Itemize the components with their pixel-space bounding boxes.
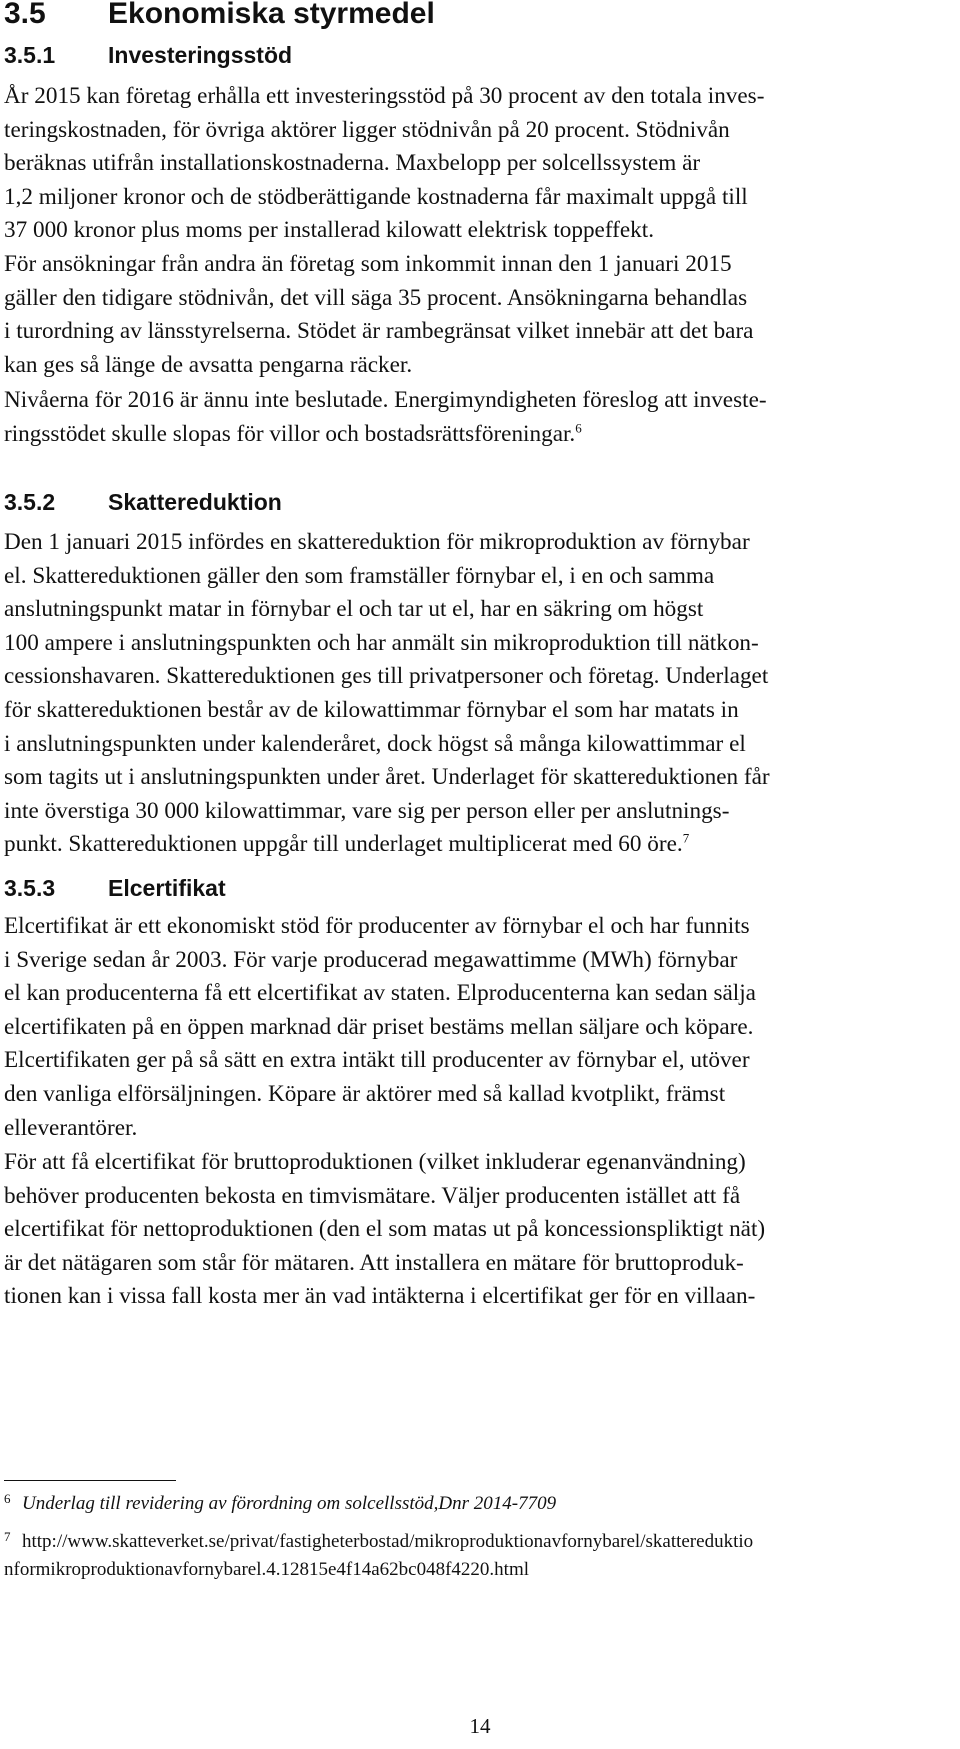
- footnote-link-continuation[interactable]: nformikroproduktionavfornybarel.4.12815e4f14a62bc048f4220.html: [4, 1559, 530, 1580]
- text-line: För att få elcertifikat för bruttoproduktionen (vilket inkluderar egenanvändning): [4, 1149, 746, 1175]
- text-line: i Sverige sedan år 2003. För varje producerad megawattimme (MWh) förnybar: [4, 946, 738, 973]
- text-line: punkt. Skattereduktionen uppgår till underlaget multiplicerat med 60 öre.: [4, 831, 683, 858]
- subsection-title: Elcertifikat: [108, 875, 226, 901]
- section-heading: [4, 0, 435, 32]
- text-line: elcertifikaten på en öppen marknad där priset bestäms mellan säljare och köpare.: [4, 1013, 754, 1040]
- text-line: 37 000 kronor plus moms per installerad kilowatt elektrisk toppeffekt.: [4, 217, 654, 244]
- paragraph-skattereduktion: [4, 526, 950, 862]
- subsection-number: 3.5.3: [4, 875, 56, 901]
- text-line: Elcertifikat är ett ekonomiskt stöd för producenter av förnybar el och har funnits: [4, 913, 750, 939]
- footnote-6: [4, 1490, 556, 1518]
- text-line: Nivåerna för 2016 är ännu inte beslutade. Energimyndigheten föreslog att investe-: [4, 387, 767, 413]
- section-number: 3.5: [4, 0, 46, 30]
- footnote-mark: 6: [4, 1491, 11, 1506]
- text-line: el. Skattereduktionen gäller den som framställer förnybar el, i en och samma: [4, 562, 715, 589]
- text-line: För ansökningar från andra än företag som inkommit innan den 1 januari 2015: [4, 251, 732, 277]
- text-line: behöver producenten bekosta en timvismätare. Väljer producenten istället att få: [4, 1182, 741, 1209]
- text-line: cessionshavaren. Skattereduktionen ges till privatpersoner och företag. Underlaget: [4, 663, 769, 690]
- footnote-ref-6[interactable]: 6: [575, 419, 582, 435]
- paragraph-investeringsstod-1: [4, 80, 950, 248]
- text-line: elcertifikat för nettoproduktionen (den el som matas ut på koncessionspliktigt nät): [4, 1216, 766, 1243]
- footnote-ref-7[interactable]: 7: [682, 830, 690, 846]
- text-line: den vanliga elförsäljningen. Köpare är aktörer med så kallad kvotplikt, främst: [4, 1080, 726, 1107]
- subsection-heading-skattereduktion: [4, 487, 282, 517]
- text-line: kan ges så länge de avsatta pengarna räcker.: [4, 351, 413, 378]
- footnote-mark: 7: [4, 1529, 11, 1544]
- text-line: Elcertifikaten ger på så sätt en extra intäkt till producenter av förnybar el, utöver: [4, 1047, 750, 1074]
- text-line: beräknas utifrån installationskostnaderna. Maxbelopp per solcellssystem är: [4, 150, 701, 177]
- text-line: i anslutningspunkten under kalenderåret, dock högst så många kilowattimmar el: [4, 730, 746, 757]
- paragraph-elcertifikat-2: [4, 1146, 950, 1314]
- text-line: elleverantörer.: [4, 1114, 138, 1141]
- text-line: tionen kan i vissa fall kosta mer än vad intäkterna i elcertifikat ger för en villaan-: [4, 1283, 756, 1310]
- subsection-number: 3.5.2: [4, 489, 56, 515]
- subsection-heading-elcertifikat: [4, 873, 226, 903]
- text-line: 1,2 miljoner kronor och de stödberättigande kostnaderna får maximalt uppgå till: [4, 183, 748, 210]
- text-line: som tagits ut i anslutningspunkten under året. Underlaget för skattereduktionen får: [4, 764, 770, 791]
- text-line: inte överstiga 30 000 kilowattimmar, vare sig per person eller per anslutnings-: [4, 797, 730, 824]
- paragraph-investeringsstod-2: [4, 248, 950, 382]
- paragraph-investeringsstod-3: [4, 384, 950, 451]
- subsection-title: Skattereduktion: [108, 489, 282, 515]
- subsection-number: 3.5.1: [4, 42, 56, 68]
- text-line: teringskostnaden, för övriga aktörer ligger stödnivån på 20 procent. Stödnivån: [4, 116, 730, 143]
- text-line: gäller den tidigare stödnivån, det vill säga 35 procent. Ansökningarna behandlas: [4, 284, 748, 311]
- page-number: 14: [469, 1714, 491, 1738]
- text-line: ringsstödet skulle slopas för villor och bostadsrättsföreningar.: [4, 420, 576, 447]
- text-line: för skattereduktionen består av de kilowattimmar förnybar el som har matats in: [4, 696, 739, 723]
- text-line: är det nätägaren som står för mätaren. Att installera en mätare för bruttoproduk-: [4, 1249, 744, 1276]
- text-line: 100 ampere i anslutningspunkten och har anmält sin mikroproduktion till nätkon-: [4, 629, 759, 656]
- footnote-divider: [4, 1480, 176, 1481]
- footnote-text: Underlag till revidering av förordning om solcellsstöd,Dnr 2014-7709: [22, 1493, 557, 1514]
- text-line: Den 1 januari 2015 infördes en skattereduktion för mikroproduktion av förnybar: [4, 529, 750, 555]
- footnote-7: [4, 1528, 753, 1584]
- text-line: År 2015 kan företag erhålla ett investeringsstöd på 30 procent av den totala inves-: [4, 83, 765, 109]
- subsection-title: Investeringsstöd: [108, 42, 293, 68]
- subsection-heading-investeringsstod: [4, 40, 292, 70]
- section-title: Ekonomiska styrmedel: [108, 0, 435, 30]
- text-line: i turordning av länsstyrelserna. Stödet är rambegränsat vilket innebär att det bara: [4, 318, 754, 345]
- text-line: el kan producenterna få ett elcertifikat av staten. Elproducenterna kan sedan sälja: [4, 980, 756, 1007]
- text-line: anslutningspunkt matar in förnybar el och tar ut el, har en säkring om högst: [4, 596, 704, 623]
- footnote-link[interactable]: http://www.skatteverket.se/privat/fastigheterbostad/mikroproduktionavfornybarel/skattereduktio: [22, 1531, 754, 1552]
- paragraph-elcertifikat-1: [4, 910, 950, 1145]
